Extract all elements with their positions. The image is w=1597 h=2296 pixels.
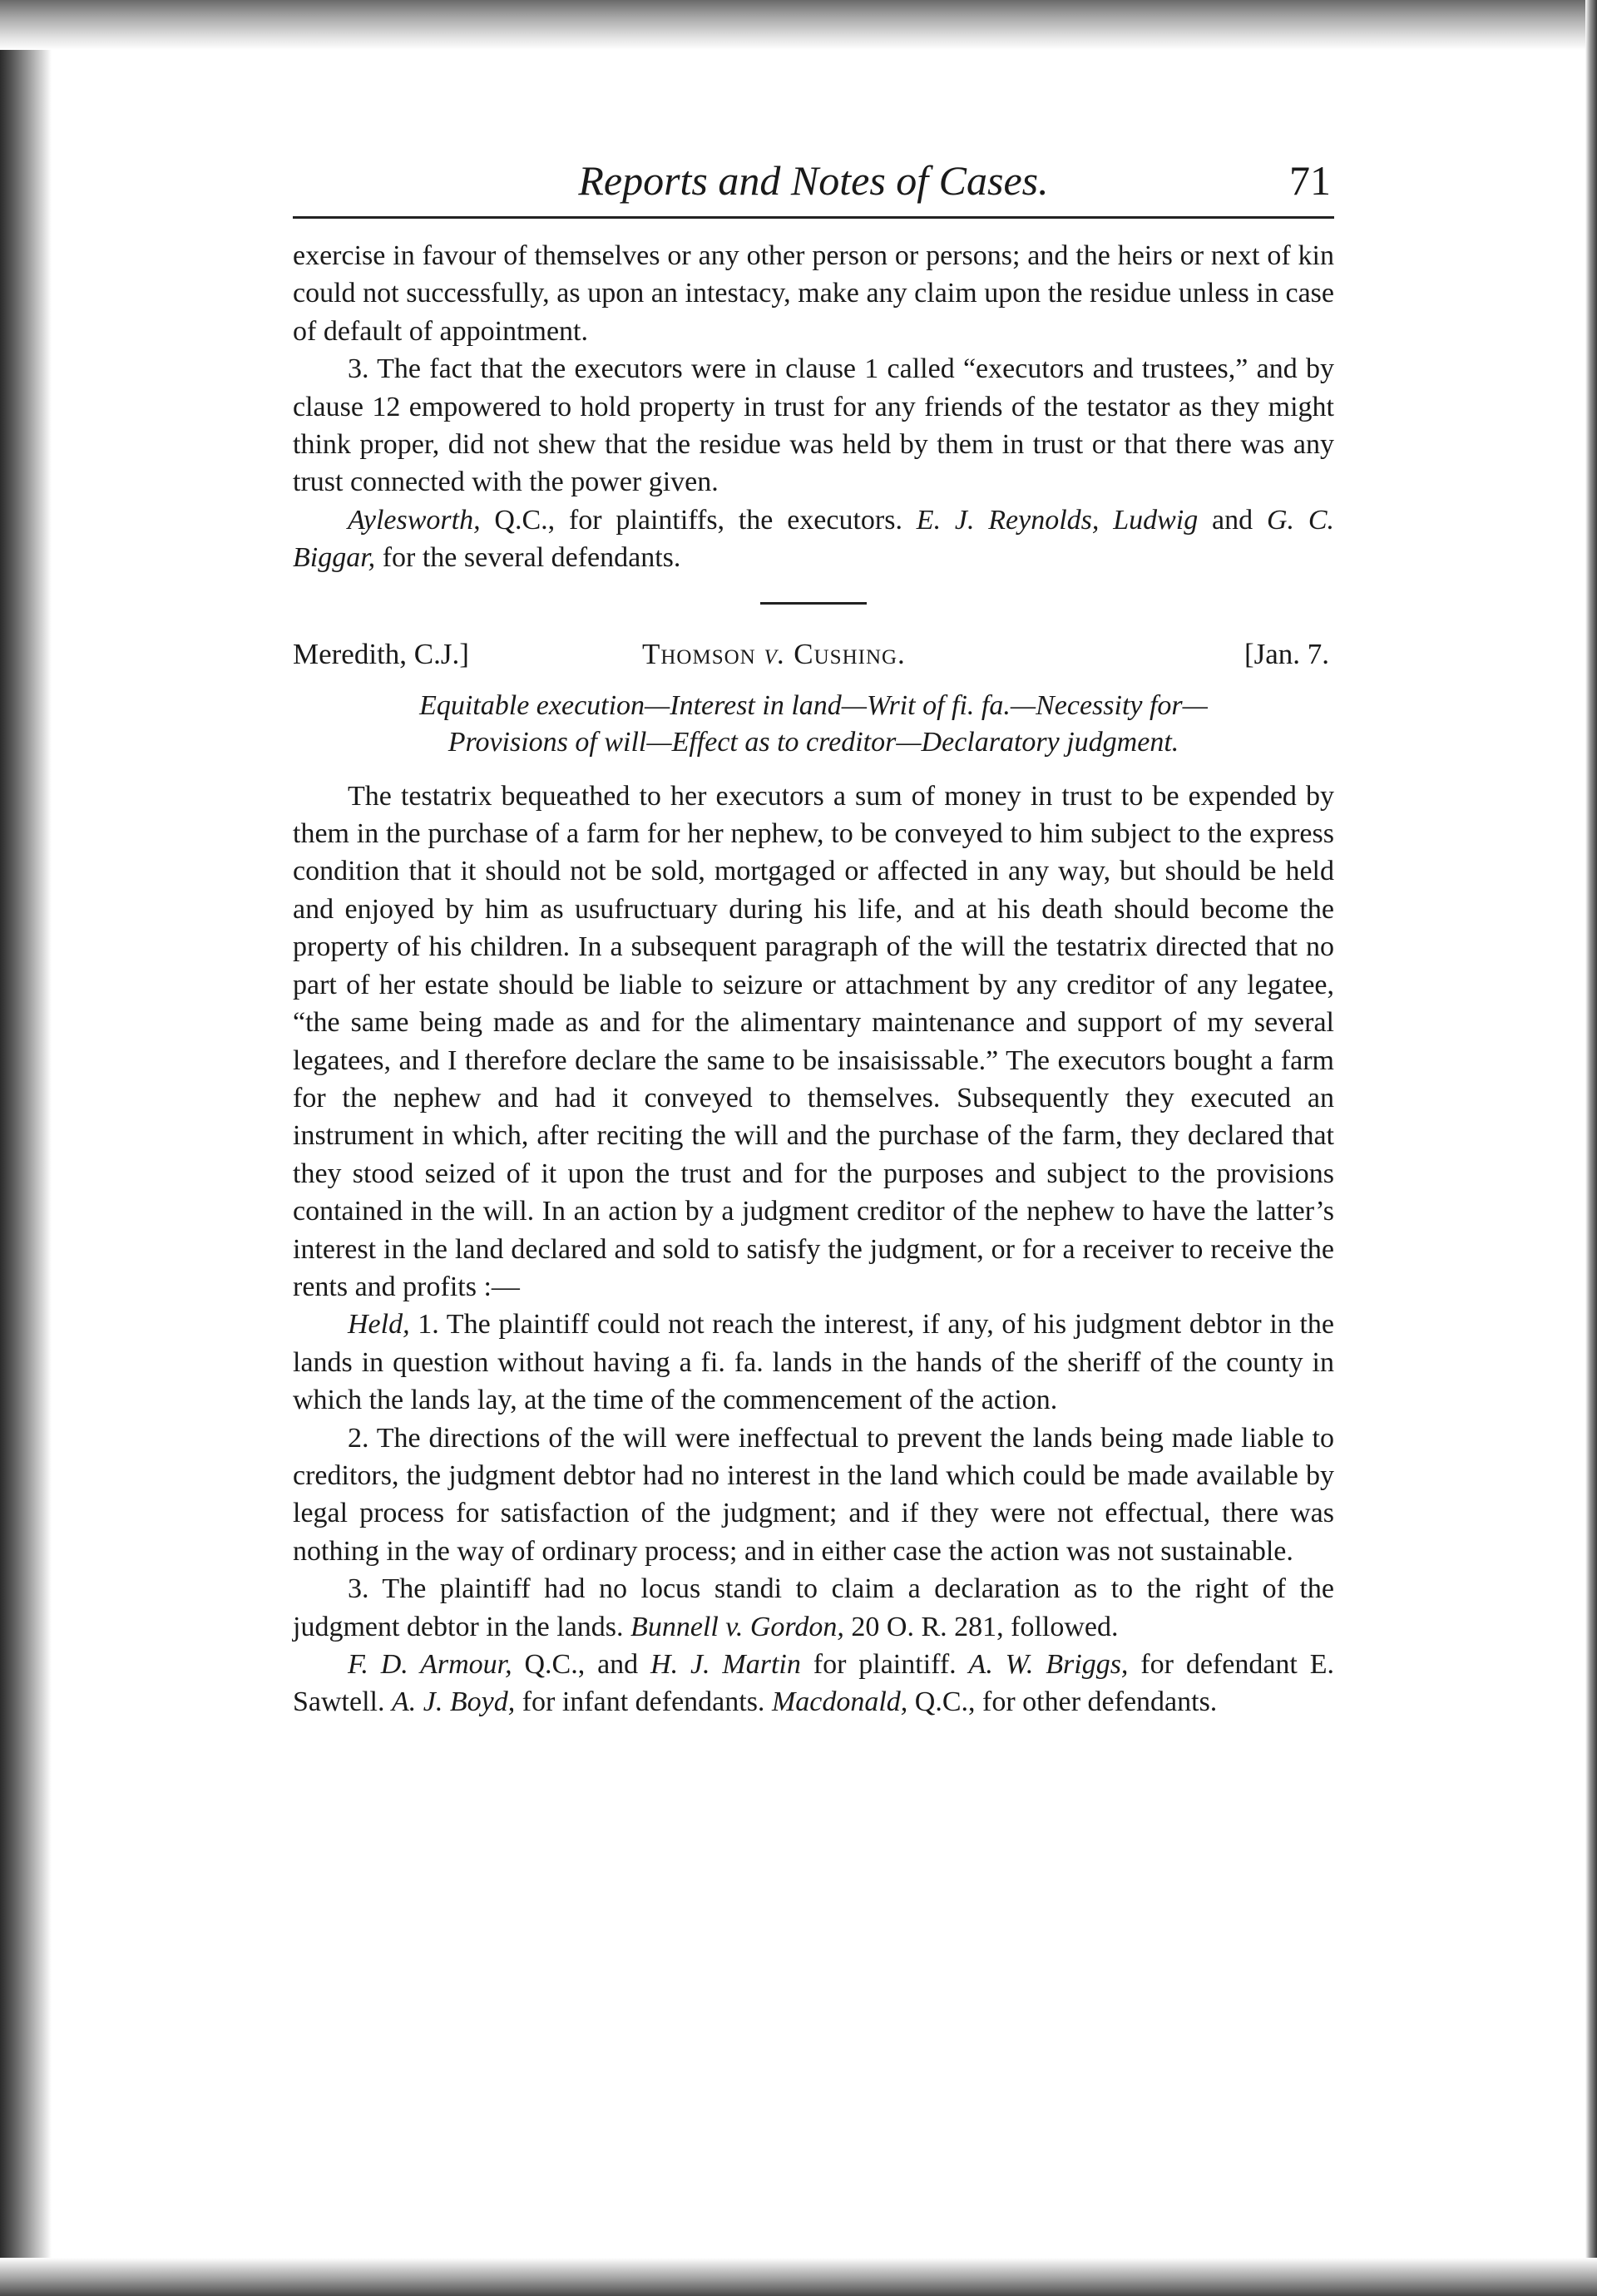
paragraph-held-3	[293, 1570, 1334, 1646]
catchwords-line: Provisions of will—Effect as to creditor—Declaratory judgment.	[447, 726, 1179, 758]
case-title	[642, 638, 906, 671]
catchwords-line: Equitable execution—Interest in land—Writ of fi. fa.—Necessity for—	[419, 689, 1208, 721]
scan-shadow-left	[0, 0, 52, 2296]
counsel-text: Q.C., for other defendants.	[907, 1686, 1218, 1718]
page-body	[293, 150, 1334, 1721]
scan-shadow-top	[0, 0, 1597, 50]
counsel-name: H. J. Martin	[650, 1649, 801, 1680]
case-versus: v.	[764, 637, 786, 670]
counsel-name: Macdonald,	[771, 1686, 908, 1718]
counsel-text: and	[1198, 504, 1267, 536]
continued-report	[293, 237, 1334, 577]
scan-shadow-right	[1585, 0, 1597, 2296]
paragraph-facts: The testatrix bequeathed to her executors a sum of money in trust to be expended by them in the purchase of a farm for her nephew, to be conveyed to him subject to the express condition that it should not be sold, mortgaged or affected in any way, but should be held and enjoyed by him as usufructuary during his life, and at his death should become the property of his children. In a subsequent paragraph of the will the testatrix directed that no part of her estate should be liable to seizure or attachment by any creditor of any legatee, “the same being made as and for the alimentary maintenance and support of my several legatees, and I therefore declare the same to be insaisissable.” The executors bought a farm for the nephew and had it conveyed to themselves. Subsequently they executed an instrument in which, after reciting the will and the purchase of the farm, they declared that they stood seized of it upon the trust and for the purposes and subject to the provisions contained in the will. In an action by a judgment creditor of the nephew to have the latter’s interest in the land declared and sold to satisfy the judgment, or for a receiver to receive the rents and profits :—	[293, 780, 1334, 1302]
paragraph-held-1	[293, 1306, 1334, 1419]
section-divider	[760, 602, 867, 605]
held-text: 3. The plaintiff had no locus standi to claim a declaration as to the right of the judgment debtor in the lands.	[293, 1573, 1334, 1642]
counsel-name: A. W. Briggs,	[968, 1649, 1129, 1680]
counsel-line	[293, 1646, 1334, 1721]
held-word: Held,	[348, 1309, 410, 1341]
page-number: 71	[1289, 157, 1331, 204]
counsel-name: F. D. Armour,	[348, 1649, 512, 1680]
counsel-text: for the several defendants.	[375, 542, 681, 574]
counsel-name: A. J. Boyd,	[391, 1686, 516, 1718]
catchwords	[293, 688, 1334, 761]
paragraph-held-2: 2. The directions of the will were ineffectual to prevent the lands being made liable to creditors, the judgment debtor had no interest in the land which could be made available by legal process for satisfaction of the judgment; and if they were not effectual, there was nothing in the way of ordinary process; and in either case the action was not sustainable.	[293, 1422, 1334, 1567]
case-heading	[293, 638, 1334, 686]
scan-shadow-bottom	[0, 2258, 1597, 2296]
held-text: 1. The plaintiff could not reach the interest, if any, of his judgment debtor in the lands in question without having a fi. fa. lands in the hands of the sheriff of the county in which the lands lay, at the time of the commencement of the action.	[293, 1309, 1334, 1416]
counsel-text: for infant defendants.	[515, 1686, 772, 1718]
running-title: Reports and Notes of Cases.	[578, 157, 1049, 204]
counsel-text: for defendant E. Sawtell.	[293, 1649, 1335, 1718]
case-date: [Jan. 7.	[1243, 637, 1329, 670]
counsel-name: Aylesworth,	[348, 504, 481, 536]
counsel-line	[293, 501, 1334, 577]
counsel-text: Q.C., for plaintiffs, the executors.	[480, 504, 917, 536]
counsel-text: for plaintiff.	[800, 1649, 969, 1680]
counsel-text: Q.C., and	[512, 1649, 651, 1680]
held-text: 20 O. R. 281, followed.	[843, 1611, 1119, 1642]
paragraph-continued: exercise in favour of themselves or any other person or persons; and the heirs or next of kin could not successfully, as upon an intestacy, make any claim upon the residue unless in case of default of appointment.	[293, 240, 1334, 347]
cited-case: Bunnell v. Gordon,	[630, 1611, 844, 1642]
counsel-name: G. C. Biggar,	[293, 504, 1335, 574]
case-party: Cushing.	[785, 637, 906, 670]
counsel-name: E. J. Reynolds, Ludwig	[916, 504, 1199, 536]
paragraph-point-3: 3. The fact that the executors were in clause 1 called “executors and trustees,” and by clause 12 empowered to hold property in trust for any friends of the testator as they might think proper, did not shew that the residue was held by them in trust or that there was any trust connected with the power given.	[293, 353, 1334, 498]
case-report	[293, 778, 1334, 1721]
running-header	[293, 150, 1334, 219]
case-party: Thomson	[642, 637, 764, 670]
case-judge: Meredith, C.J.]	[293, 637, 469, 670]
